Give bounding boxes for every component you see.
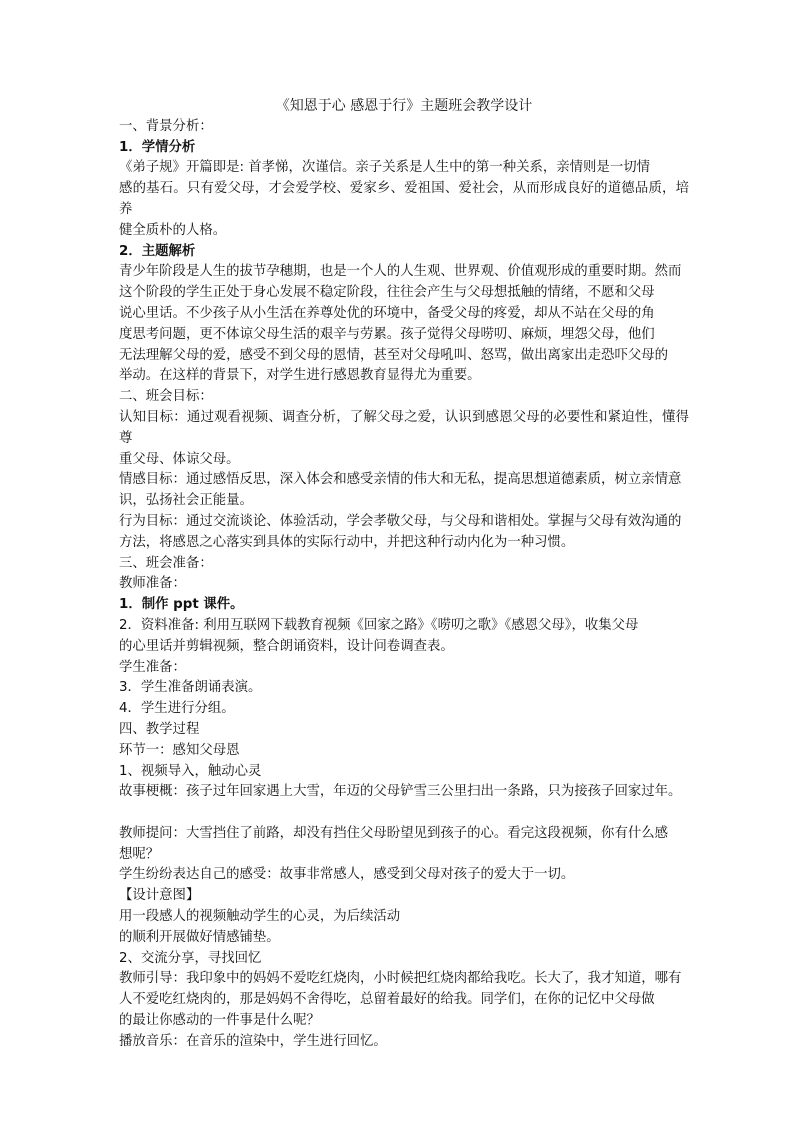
paragraph-line: 播放音乐：在音乐的渲染中，学生进行回忆。	[119, 1033, 387, 1049]
paragraph-line: 教师引导：我印象中的妈妈不爱吃红烧肉，小时候把红烧肉都给我吃。长大了，我才知道，哪有	[119, 971, 682, 987]
section-heading: 三、班会准备：	[119, 555, 213, 571]
paragraph-line: 的最让你感动的一件事是什么呢？	[119, 1013, 320, 1029]
subheading-line: 学生准备：	[119, 659, 186, 675]
subheading-line: 2、交流分享，寻找回忆	[119, 950, 262, 966]
list-item: 1．制作 ppt 课件。	[119, 597, 244, 613]
paragraph-line: 人不爱吃红烧肉的，那是妈妈不舍得吃，总留着最好的给我。同学们，在你的记忆中父母做	[119, 992, 655, 1008]
paragraph-line: 的顺利开展做好情感铺垫。	[119, 929, 280, 945]
paragraph-line: 的心里话并剪辑视频，整合朗诵资料，设计问卷调查表。	[119, 638, 454, 654]
subheading-line: 环节一：感知父母恩	[119, 742, 240, 758]
list-item: 4．学生进行分组。	[119, 701, 235, 717]
paragraph-line: 健全质朴的人格。	[119, 222, 227, 238]
paragraph-line: 故事梗概：孩子过年回家遇上大雪，年迈的父母铲雪三公里扫出一条路，只为接孩子回家过年。	[119, 784, 682, 800]
subheading-line: 教师准备：	[119, 576, 186, 592]
paragraph-line: 感的基石。只有爱父母，才会爱学校、爱家乡、爱祖国、爱社会，从而形成良好的道德品质，培养	[119, 181, 689, 217]
section-heading: 四、教学过程	[119, 721, 200, 737]
paragraph-line: 用一段感人的视频触动学生的心灵，为后续活动	[119, 909, 401, 925]
paragraph-line: 《弟子规》开篇即是: 首孝悌，次谨信。亲子关系是人生中的第一种关系，亲情则是一切情	[119, 160, 650, 176]
section-heading: 二、班会目标：	[119, 389, 213, 405]
subheading-line: 【设计意图】	[119, 888, 200, 904]
section-heading: 一、背景分析：	[119, 118, 213, 134]
paragraph-line: 这个阶段的学生正处于身心发展不稳定阶段，往往会产生与父母想抵触的情绪，不愿和父母	[119, 285, 655, 301]
paragraph-line: 方法，将感恩之心落实到具体的实际行动中，并把这种行动内化为一种习惯。	[119, 534, 575, 550]
document-title: 《知恩于心 感恩于行》主题班会教学设计	[275, 98, 533, 114]
subsection-heading: 1．学情分析	[119, 139, 196, 155]
paragraph-line: 度思考问题，更不体谅父母生活的艰辛与劳累。孩子觉得父母唠叨、麻烦，埋怨父母，他们	[119, 326, 655, 342]
paragraph-line: 无法理解父母的爱，感受不到父母的恩情，甚至对父母吼叫、怒骂，做出离家出走恐吓父母的	[119, 347, 669, 363]
paragraph-line: 说心里话。不少孩子从小生活在养尊处优的环境中，备受父母的疼爱，却从不站在父母的角	[119, 305, 655, 321]
subheading-line: 1、视频导入，触动心灵	[119, 763, 262, 779]
list-item: 3．学生准备朗诵表演。	[119, 680, 262, 696]
paragraph-line: 教师提问：大雪挡住了前路，却没有挡住父母盼望见到孩子的心。看完这段视频，你有什么感	[119, 825, 669, 841]
paragraph-line: 行为目标：通过交流谈论、体验活动，学会孝敬父母，与父母和谐相处。掌握与父母有效沟通的	[119, 513, 682, 529]
paragraph-line: 举动。在这样的背景下，对学生进行感恩教育显得尤为重要。	[119, 368, 481, 384]
paragraph-line: 2．资料准备: 利用互联网下载教育视频《回家之路》《唠叨之歌》《感恩父母》，收集父母	[119, 617, 639, 633]
paragraph-line: 情感目标：通过感悟反思，深入体会和感受亲情的伟大和无私，提高思想道德素质，树立亲情意	[119, 472, 682, 488]
paragraph-line: 重父母、体谅父母。	[119, 451, 240, 467]
paragraph-line: 认知目标：通过观看视频、调查分析，了解父母之爱，认识到感恩父母的必要性和紧迫性，懂得尊	[119, 409, 689, 446]
document-page	[119, 96, 689, 1053]
subsection-heading: 2．主题解析	[119, 243, 196, 259]
paragraph-line: 学生纷纷表达自己的感受：故事非常感人，感受到父母对孩子的爱大于一切。	[119, 867, 575, 883]
paragraph-line	[119, 803, 689, 824]
paragraph-line: 识，弘扬社会正能量。	[119, 493, 253, 509]
paragraph-line: 想呢？	[119, 846, 160, 862]
paragraph-line: 青少年阶段是人生的拔节孕穗期，也是一个人的人生观、世界观、价值观形成的重要时期。然而	[119, 264, 682, 280]
